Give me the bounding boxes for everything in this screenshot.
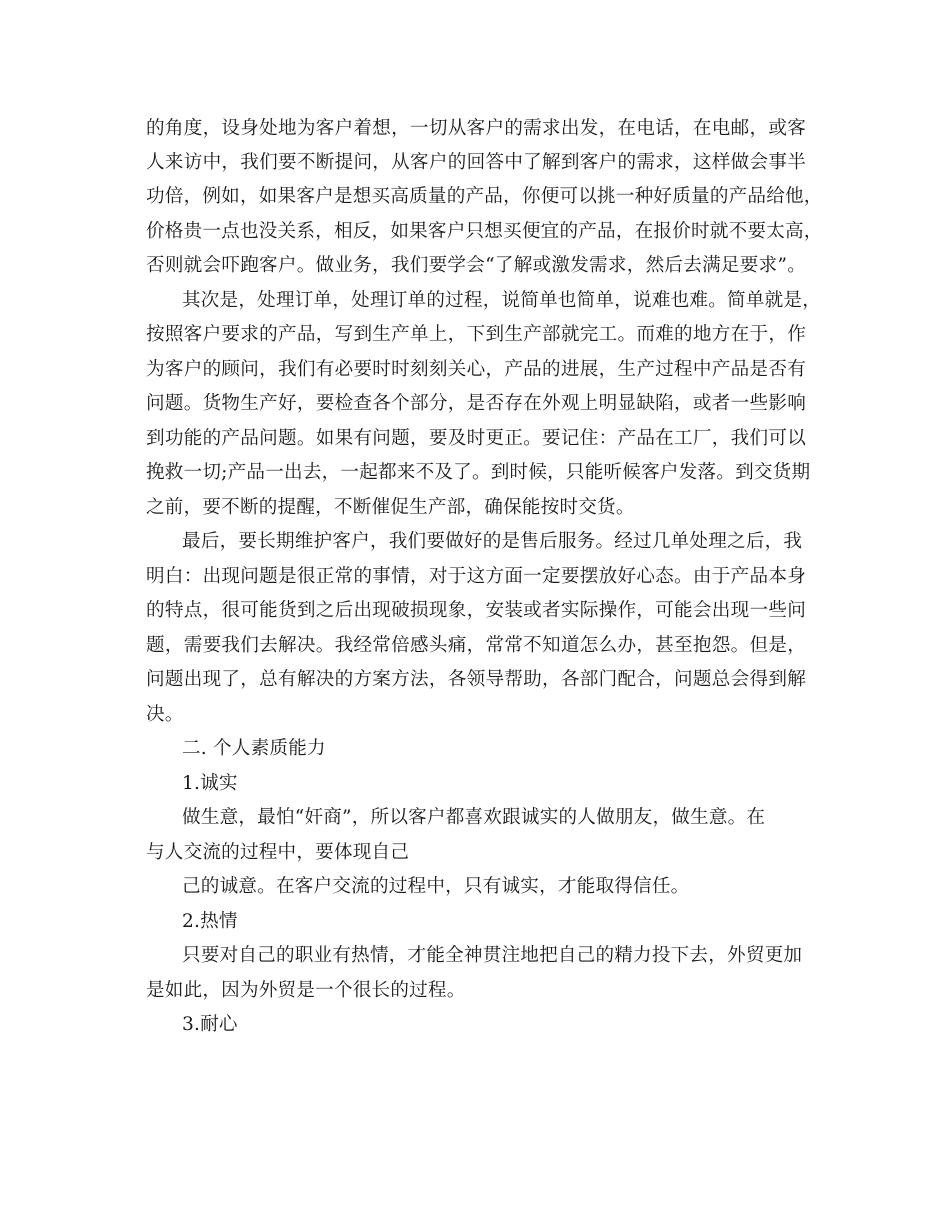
text-line: 功倍，例如，如果客户是想买高质量的产品，你便可以挑一种好质量的产品给他， (146, 186, 823, 207)
text-line: 到功能的产品问题。如果有问题，要及时更正。要记住：产品在工厂，我们可以 (146, 428, 806, 449)
text-line: 否则就会吓跑客户。做业务，我们要学会“了解或激发需求，然后去满足要求”。 (146, 255, 806, 276)
text-line: 人来访中，我们要不断提问，从客户的回答中了解到客户的需求，这样做会事半 (146, 152, 806, 173)
text-line: 问题。货物生产好，要检查各个部分，是否存在外观上明显缺陷，或者一些影响 (146, 393, 806, 414)
text-line: 决。 (146, 704, 184, 725)
text-line: 的特点，很可能货到之后出现破损现象，安装或者实际操作，可能会出现一些问 (146, 600, 806, 621)
section-heading: 二. 个人素质能力 (182, 738, 326, 759)
text-line: 的角度，设身处地为客户着想，一切从客户的需求出发，在电话，在电邮，或客 (146, 118, 806, 139)
paragraph-first-line: 其次是，处理订单，处理订单的过程，说简单也简单，说难也难。简单就是， (182, 290, 821, 311)
text-line: 与人交流的过程中，要体现自己 (146, 842, 410, 863)
text-line: 按照客户要求的产品，写到生产单上，下到生产部就完工。而难的地方在于，作 (146, 324, 806, 345)
text-line: 题，需要我们去解决。我经常倍感头痛，常常不知道怎么办，甚至抱怨。但是， (146, 635, 806, 656)
text-line: 价格贵一点也没关系，相反，如果客户只想买便宜的产品，在报价时就不要太高， (146, 221, 823, 242)
paragraph-first-line: 最后，要长期维护客户，我们要做好的是售后服务。经过几单处理之后，我 (182, 531, 803, 552)
text-line: 挽救一切;产品一出去，一起都来不及了。到时候，只能听候客户发落。到交货期 (146, 462, 811, 483)
subsection-heading: 3.耐心 (182, 1014, 238, 1035)
paragraph-first-line: 做生意，最怕“奸商”，所以客户都喜欢跟诚实的人做朋友，做生意。在 (182, 807, 766, 828)
subsection-heading: 2.热情 (182, 911, 238, 932)
paragraph-first-line: 只要对自己的职业有热情，才能全神贯注地把自己的精力投下去，外贸更加 (182, 945, 803, 966)
text-line: 问题出现了，总有解决的方案方法，各领导帮助，各部门配合，问题总会得到解 (146, 669, 806, 690)
subsection-heading: 1.诚实 (182, 773, 238, 794)
text-line: 明白：出现问题是很正常的事情，对于这方面一定要摆放好心态。由于产品本身 (146, 566, 806, 587)
text-line: 是如此，因为外贸是一个很长的过程。 (146, 980, 466, 1001)
text-line: 之前，要不断的提醒，不断催促生产部，确保能按时交货。 (146, 497, 635, 518)
text-line: 己的诚意。在客户交流的过程中，只有诚实，才能取得信任。 (182, 876, 690, 897)
text-line: 为客户的顾问，我们有必要时时刻刻关心，产品的进展，生产过程中产品是否有 (146, 359, 806, 380)
